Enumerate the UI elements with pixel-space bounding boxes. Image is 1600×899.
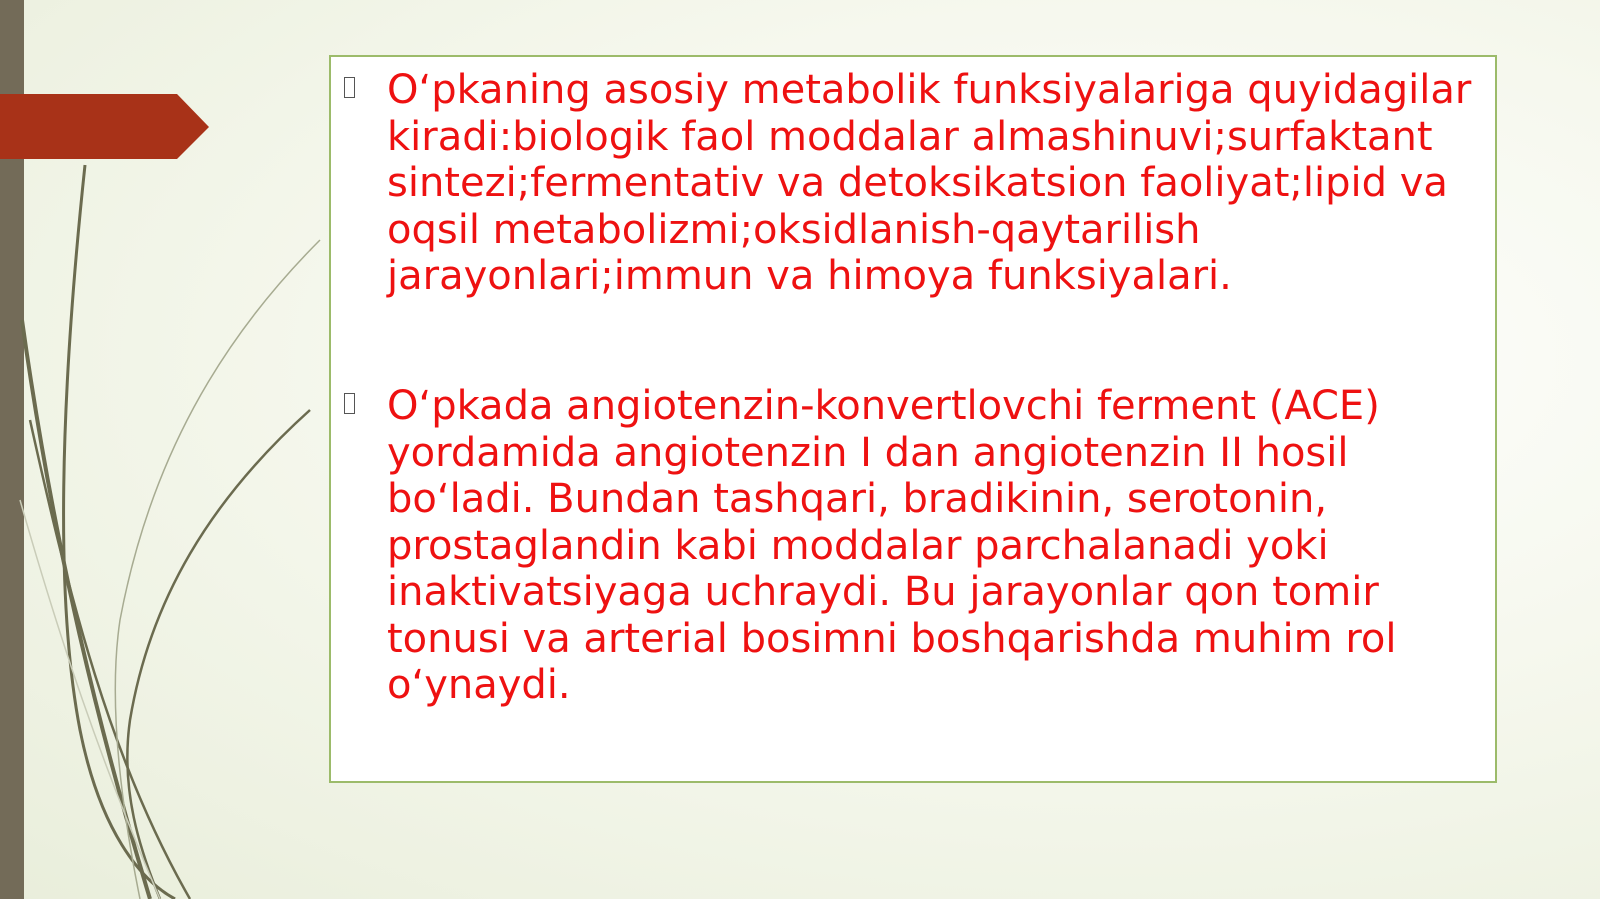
content-text-box [329, 55, 1497, 783]
bullet-text-2: O‘pkada angiotenzin-konvertlovchi ferment (ACE) yordamida angiotenzin I dan angiotenzin II hosil bo‘ladi. Bundan tashqari, bradikinin, serotonin, prostaglandin kabi moddalar parchalanadi yoki inaktivatsiyaga uchraydi. Bu jarayonlar qon tomir tonusi va arterial bosimni boshqarishda muhim rol o‘ynaydi. [387, 383, 1397, 708]
bullet-square-icon [344, 77, 355, 98]
bullet-item-2 [387, 383, 1477, 709]
bullet-text-1: O‘pkaning asosiy metabolik funksiyalariga quyidagilar kiradi:biologik faol moddalar almashinuvi;surfaktant sintezi;fermentativ va detoksikatsion faoliyat;lipid va oqsil metabolizmi;oksidlanish-qaytarilish jarayonlari;immun va himoya funksiyalari. [387, 67, 1472, 299]
red-arrow-flag [0, 0, 220, 200]
bullet-square-icon [344, 393, 355, 414]
bullet-item-1 [387, 67, 1477, 300]
